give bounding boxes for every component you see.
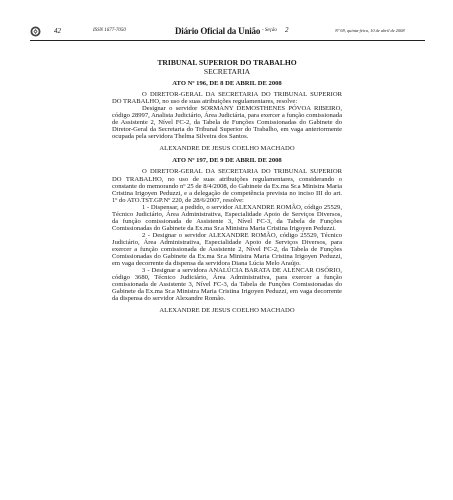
journal-title: Diário Oficial da União (175, 26, 261, 36)
act-197-item-1: 1 - Dispensar, a pedido, o servidor ALEXANDRE ROMÃO, código 25529, Técnico Judiciário, Área Administrativa, Especialidade Apoio de Serviços Diversos, da função comissionada de Assistente 3, Nível FC-3, da Tabela de Funções Comissionadas do Gabinete da Ex.ma Sr.a Ministra Maria Cristina Irigoyen Peduzzi. (112, 203, 342, 232)
act-197-signature: ALEXANDRE DE JESUS COELHO MACHADO (159, 307, 295, 315)
coat-of-arms-icon (30, 26, 41, 37)
document-column (112, 58, 342, 319)
act-196-signature: ALEXANDRE DE JESUS COELHO MACHADO (159, 145, 295, 153)
section-number: 2 (285, 26, 289, 34)
page-number: 42 (54, 27, 61, 35)
act-196-title: ATO Nº 196, DE 8 DE ABRIL DE 2008 (172, 80, 282, 87)
organization-subtitle: SECRETARIA (203, 67, 251, 76)
act-197-item-3: 3 - Designar a servidora ANALÚCIA BARATA DE ALENCAR OSÓRIO, código 3680, Técnico Judiciário, Área Administrativa, para exercer a função comissionada de Assistente 3, Nível FC-3, da Tabela de Funções Comissionadas do Gabinete da Ex.ma Sr.a Ministra Maria Cristina Irigoyen Peduzzi, em vaga decorrente da dispensa do servidor Alexandre Romão. (112, 267, 342, 303)
issue-info: Nº 69, quinta-feira, 10 de abril de 2008 (335, 28, 405, 33)
act-197-preamble: O DIRETOR-GERAL DA SECRETARIA DO TRIBUNAL SUPERIOR DO TRABALHO, no uso de suas atribuições regulamentares, considerando o constante do memorando nº 25 de 8/4/2008, do Gabinete da Ex.ma Sr.a Ministra Maria Cristina Irigoyen Peduzzi, e a delegação de competência prevista no inciso III do art. 1º do ATO.TST.GP.Nº 220, de 28/6/2007, resolve: (112, 168, 342, 204)
section-label: - Seção (262, 28, 277, 33)
act-196-preamble: O DIRETOR-GERAL DA SECRETARIA DO TRIBUNAL SUPERIOR DO TRABALHO, no uso de suas atribuições regulamentares, resolve: (112, 91, 342, 106)
header-divider (30, 40, 425, 41)
organization-title: TRIBUNAL SUPERIOR DO TRABALHO (157, 58, 297, 67)
issn-label: ISSN 1677-7050 (93, 28, 126, 33)
act-196-body: Designar o servidor SORMANY DEMOSTHENES PÓVOA RIBEIRO, código 28997, Analista Judiciário, Área Judiciária, para exercer a função comissionada de Assistente 2, Nível FC-2, da Tabela de Funções Comissionadas do Gabinete do Diretor-Geral da Secretaria do Tribunal Superior do Trabalho, em vaga anteriormente ocupada pela servidora Thelma Silveira dos Santos. (112, 105, 342, 141)
act-197-title: ATO Nº 197, DE 9 DE ABRIL DE 2008 (172, 157, 282, 165)
page-header (30, 26, 425, 40)
act-197-item-2: 2 - Designar o servidor ALEXANDRE ROMÃO, código 25529, Técnico Judiciário, Área Administrativa, Especialidade Apoio de Serviços Diversos, para exercer a função comissionada de Assistente 2, Nível FC-2, da Tabela de Funções Comissionadas do Gabinete da Ex.ma Sr.a Ministra Maria Cristina Irigoyen Peduzzi, em vaga decorrente da dispensa da servidora Diana Lúcia Melo Araújo. (112, 231, 342, 268)
